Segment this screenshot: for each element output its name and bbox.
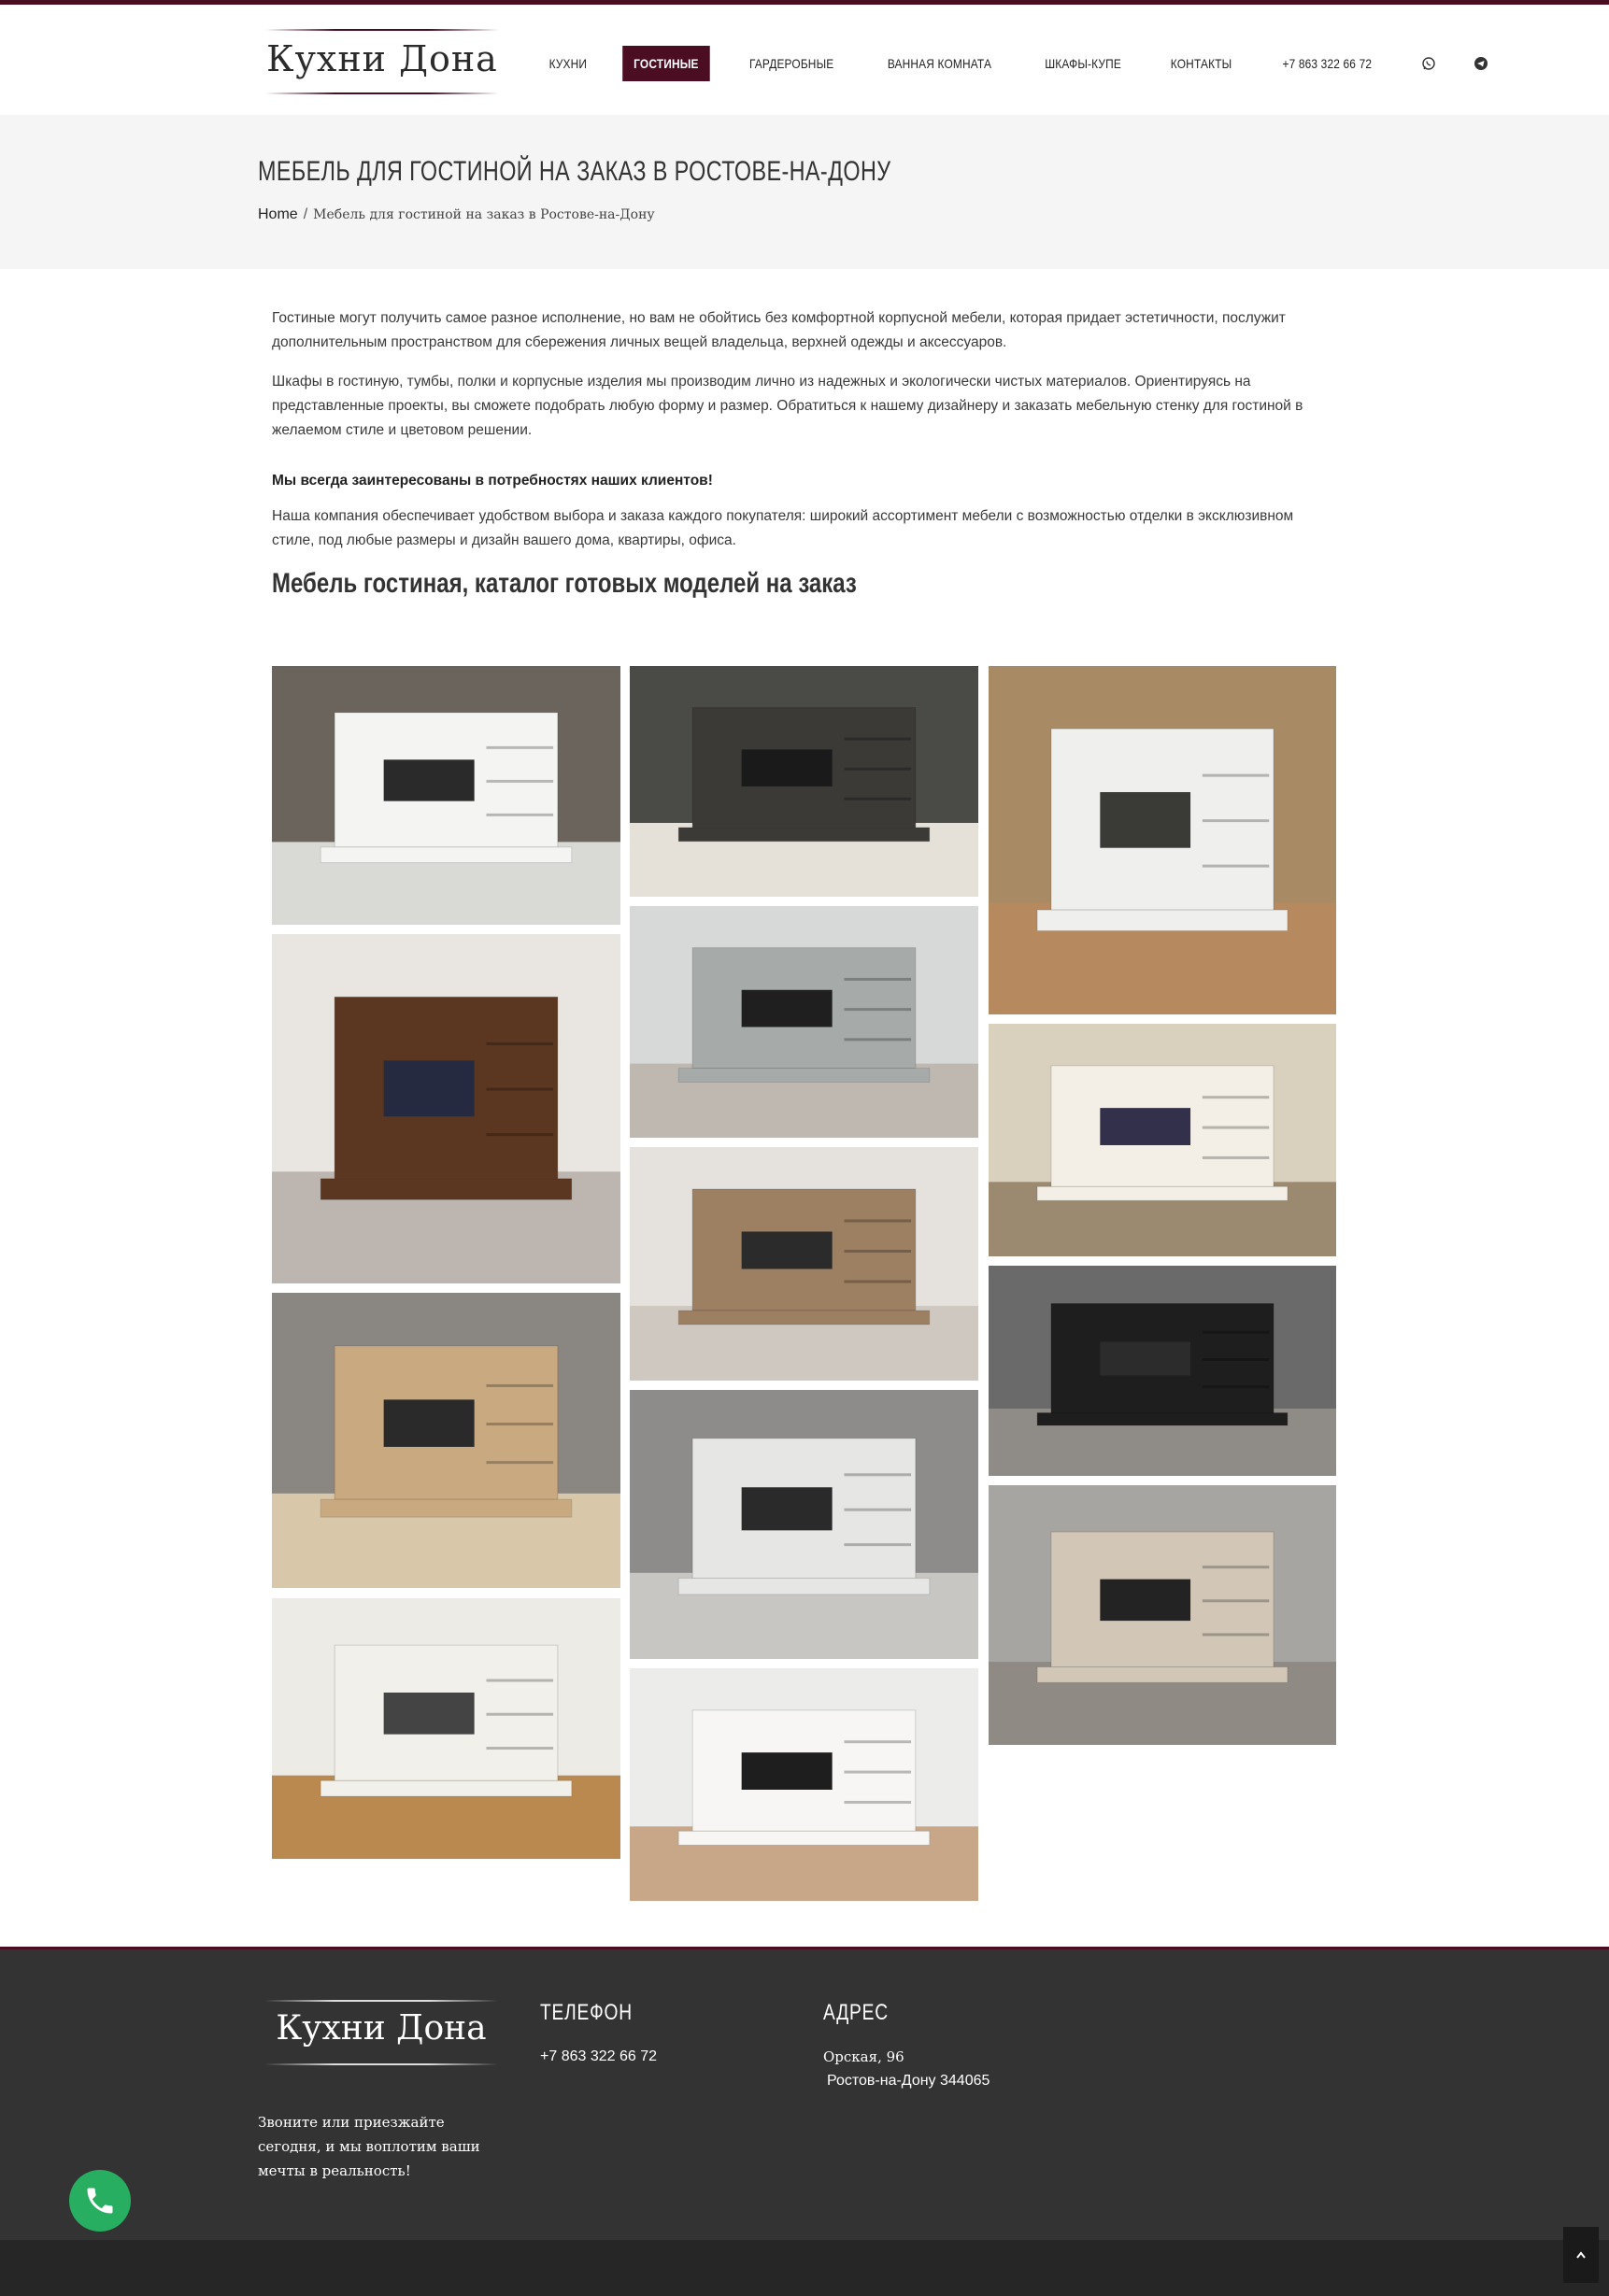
intro-content bbox=[272, 306, 1337, 600]
whatsapp-icon[interactable] bbox=[1417, 52, 1440, 75]
footer-address-heading: АДРЕС bbox=[823, 2000, 889, 2025]
footer-phone-heading: ТЕЛЕФОН bbox=[540, 2000, 633, 2025]
gallery-image-wood-shelves[interactable] bbox=[989, 666, 1336, 1014]
gallery-image-walnut-bookcase[interactable] bbox=[272, 934, 620, 1283]
footer-address-line-1: Орская, 96 bbox=[823, 2048, 904, 2065]
nav-item-kitchens[interactable]: КУХНИ bbox=[548, 56, 588, 71]
gallery-image-white-wall-unit[interactable] bbox=[272, 666, 620, 925]
gallery-image-grey-tall-cabinets[interactable] bbox=[630, 906, 978, 1138]
footer-phone-link[interactable]: +7 863 322 66 72 bbox=[540, 2048, 658, 2064]
page-title-bar bbox=[0, 115, 1609, 269]
nav-item-phone[interactable]: +7 863 322 66 72 bbox=[1282, 56, 1373, 71]
intro-paragraph-1: Гостиные могут получить самое разное исполнение, но вам не обойтись без комфортной корпусной мебели, которая придает эстетичности, послужит дополнительным пространством для сбережения личных вещей владельца, верхней одежды и аксессуаров. bbox=[272, 310, 1286, 350]
footer-address-column bbox=[823, 2000, 990, 2093]
nav-item-sliding-wardrobes[interactable]: ШКАФЫ-КУПЕ bbox=[1044, 56, 1121, 71]
breadcrumb-current: Мебель для гостиной на заказ в Ростове-на-Дону bbox=[313, 207, 655, 222]
footer-logo[interactable] bbox=[264, 1996, 498, 2071]
logo-top-line bbox=[265, 29, 499, 31]
intro-paragraph-3: Наша компания обеспечивает удобством выбора и заказа каждого покупателя: широкий ассортимент мебели с возможностью отделки в эксклюзивном стиле, под любые размеры и дизайн вашего дома, квартиры, офиса. bbox=[272, 508, 1294, 548]
nav-item-bathroom[interactable]: ВАННАЯ КОМНАТА bbox=[887, 56, 991, 71]
footer-address-line-2: Ростов-на-Дону 344065 bbox=[827, 2073, 990, 2089]
logo-text: Кухни Дона bbox=[266, 38, 498, 79]
gallery-image-dark-gloss-wall[interactable] bbox=[989, 1266, 1336, 1476]
gallery-image-oak-tv-wall[interactable] bbox=[272, 1293, 620, 1588]
gallery-image-bright-room-shelving[interactable] bbox=[272, 1598, 620, 1859]
breadcrumb-separator: / bbox=[303, 206, 308, 222]
highlight-text: Мы всегда заинтересованы в потребностях наших клиентов! bbox=[272, 473, 713, 489]
scroll-to-top-button[interactable] bbox=[1563, 2227, 1599, 2283]
breadcrumb bbox=[258, 206, 655, 223]
page-title: МЕБЕЛЬ ДЛЯ ГОСТИНОЙ НА ЗАКАЗ В РОСТОВЕ-НА-ДОНУ bbox=[258, 156, 891, 187]
gallery-image-taupe-modular[interactable] bbox=[989, 1485, 1336, 1745]
site-footer bbox=[0, 1947, 1609, 2243]
telegram-icon[interactable] bbox=[1470, 52, 1492, 75]
footer-logo-top-line bbox=[264, 2000, 498, 2002]
gallery-image-library-wall[interactable] bbox=[630, 1147, 978, 1381]
catalog-heading: Мебель гостиная, каталог готовых моделей на заказ bbox=[272, 568, 857, 599]
site-header bbox=[0, 5, 1609, 115]
footer-tagline: Звоните или приезжайте сегодня, и мы воплотим ваши мечты в реальность! bbox=[258, 2114, 480, 2179]
logo-bottom-line bbox=[265, 92, 499, 94]
nav-item-living-rooms[interactable]: ГОСТИНЫЕ bbox=[622, 46, 709, 81]
breadcrumb-home-link[interactable]: Home bbox=[258, 206, 298, 222]
chevron-up-icon bbox=[1576, 2251, 1586, 2259]
phone-icon bbox=[83, 2184, 117, 2218]
footer-phone-column bbox=[540, 2000, 657, 2069]
main-navigation bbox=[533, 46, 1509, 81]
gallery-image-concrete-wall-modular[interactable] bbox=[630, 1390, 978, 1659]
site-logo[interactable] bbox=[265, 23, 499, 100]
intro-paragraph-2: Шкафы в гостиную, тумбы, полки и корпусные изделия мы производим лично из надежных и экологически чистых материалов. Ориентируясь на представленные проекты, вы сможете подобрать любую форму и размер. Обратиться к нашему дизайнеру и заказать мебельную стенку для гостиной в желаемом стиле и цветовом решении. bbox=[272, 374, 1303, 438]
footer-logo-bottom-line bbox=[264, 2063, 498, 2065]
gallery-image-white-media-center[interactable] bbox=[989, 1024, 1336, 1256]
nav-item-contacts[interactable]: КОНТАКТЫ bbox=[1170, 56, 1232, 71]
gallery-image-dark-living-room[interactable] bbox=[630, 666, 978, 897]
footer-bottom-bar bbox=[0, 2240, 1609, 2296]
gallery-image-white-wardrobe-tv[interactable] bbox=[630, 1668, 978, 1901]
footer-logo-text: Кухни Дона bbox=[276, 2009, 487, 2048]
call-button[interactable] bbox=[69, 2170, 131, 2232]
nav-item-wardrobes[interactable]: ГАРДЕРОБНЫЕ bbox=[748, 56, 833, 71]
